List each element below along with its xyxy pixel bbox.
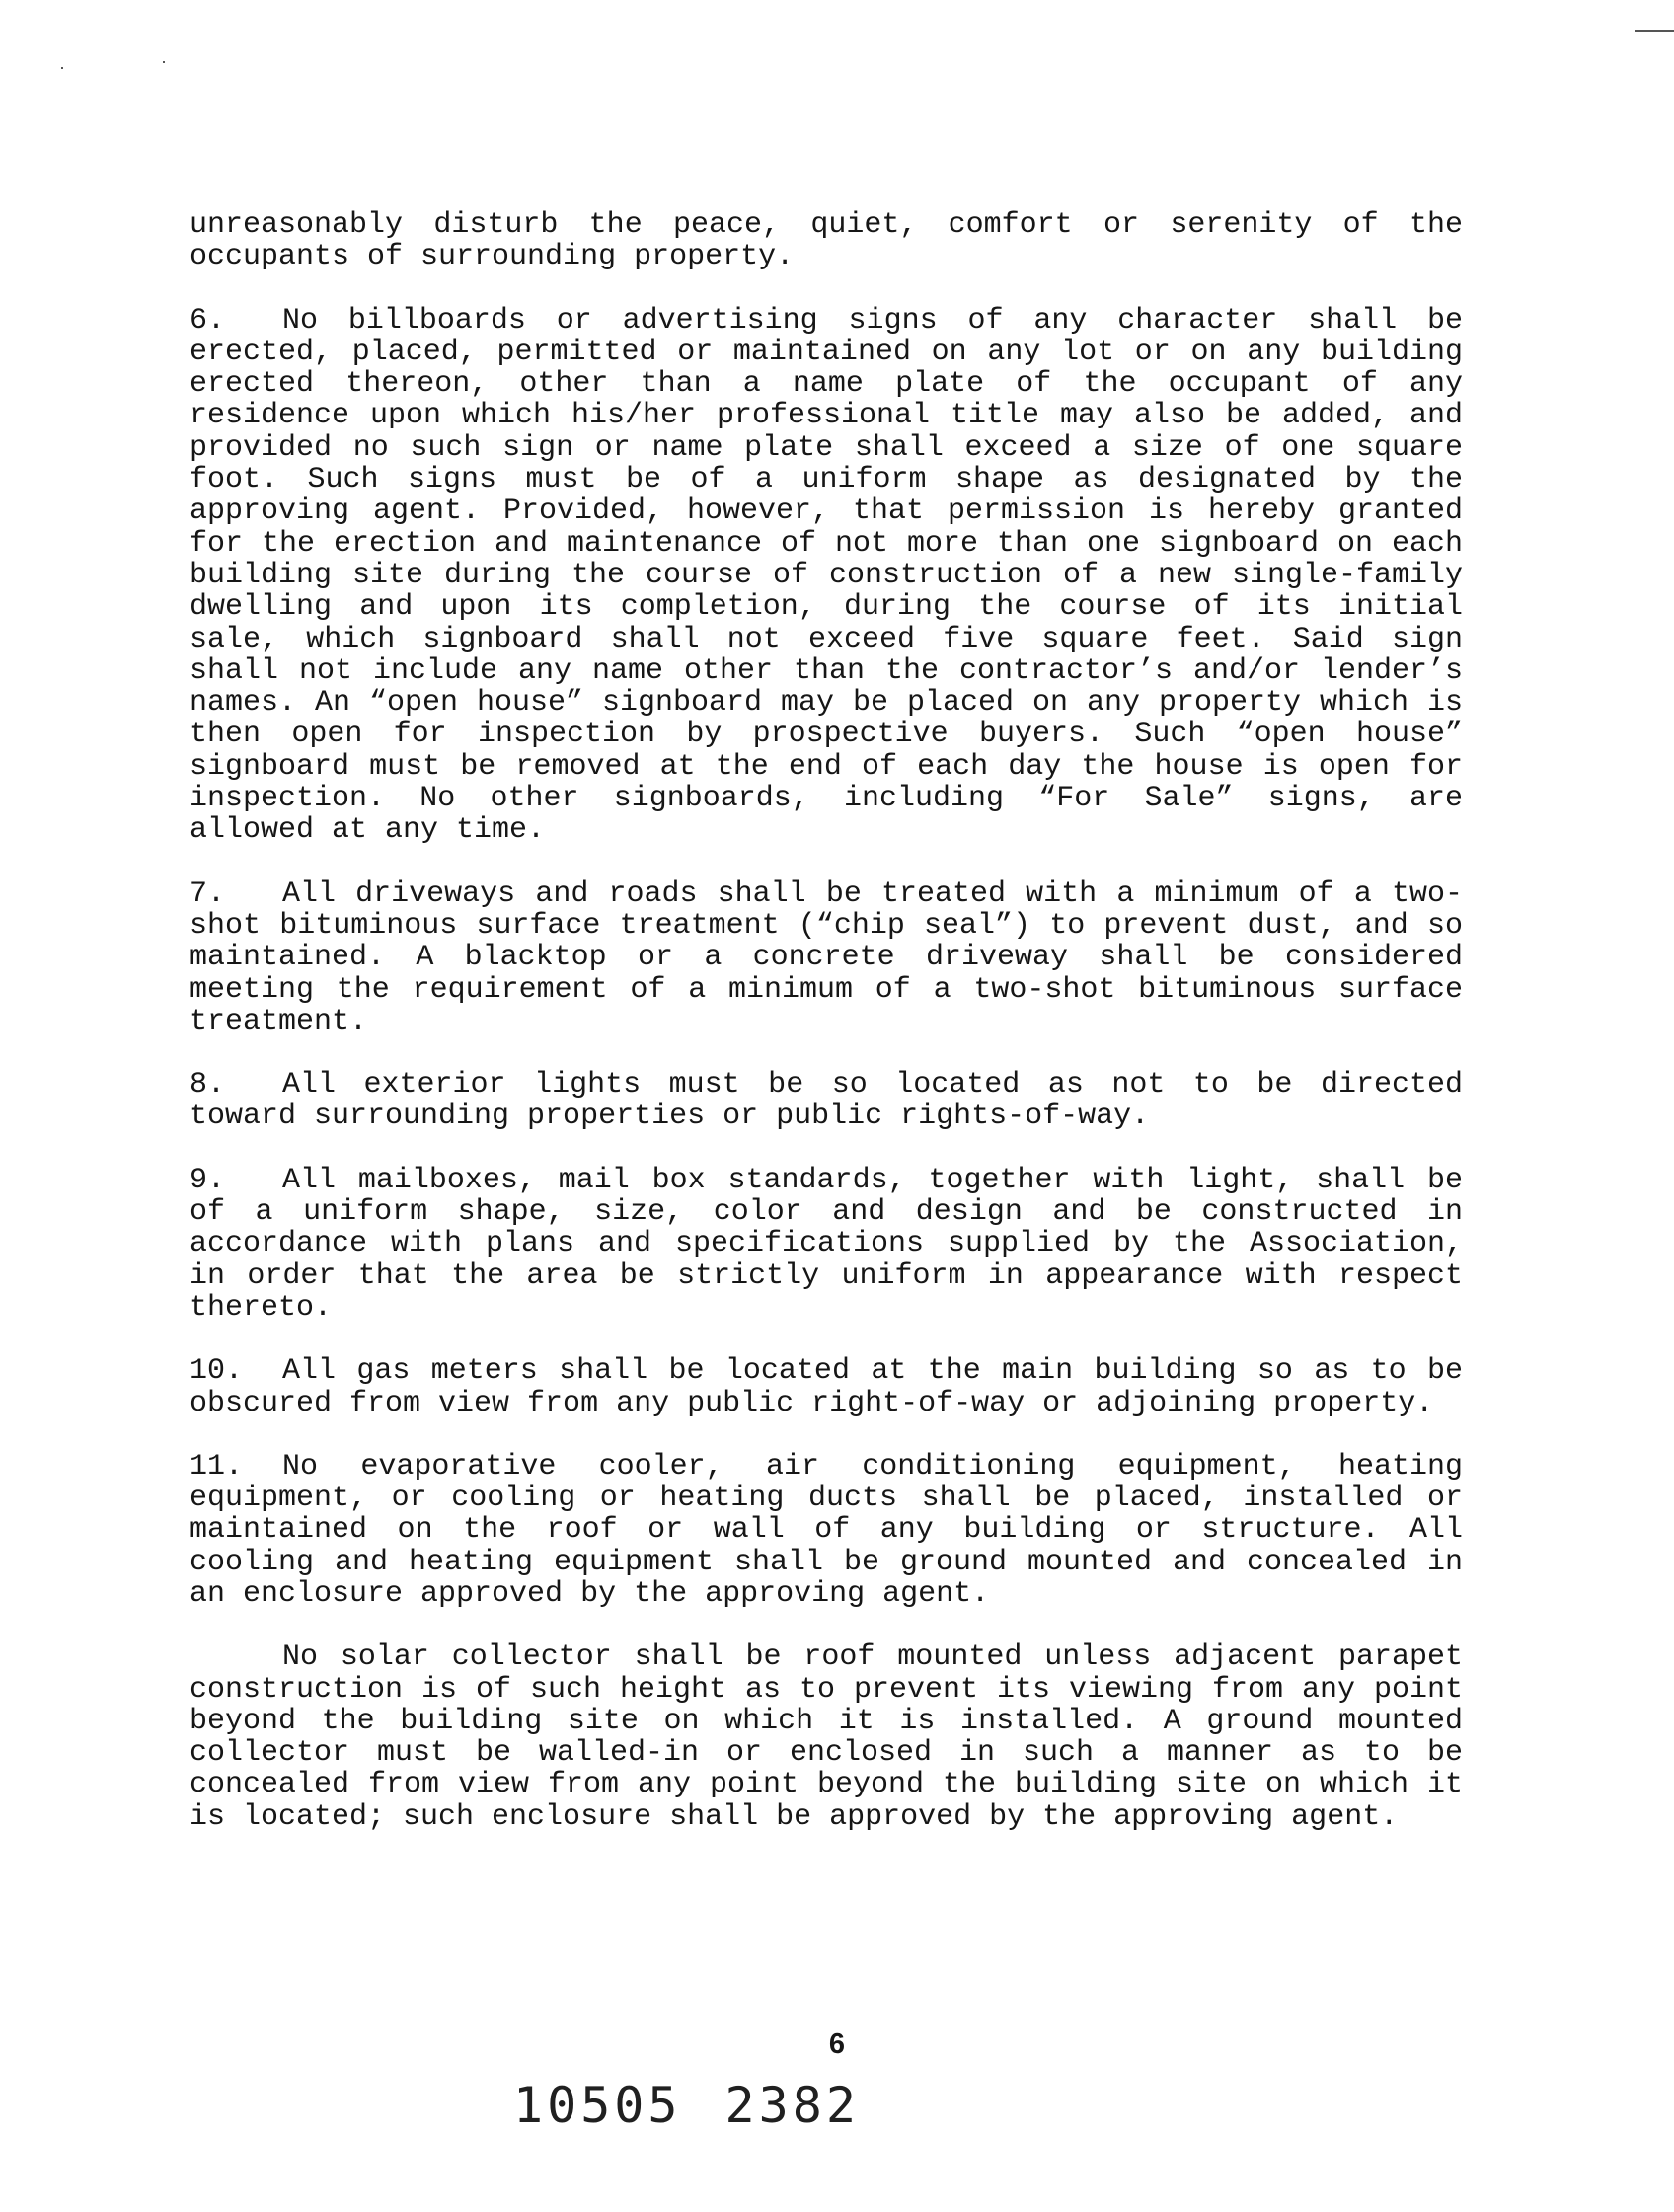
item-text: All exterior lights must be so located as not to be directed toward surrounding properties or public rights-of-way. bbox=[190, 1068, 1463, 1134]
document-body bbox=[190, 209, 1463, 1865]
solar-collector-paragraph: No solar collector shall be roof mounted unless adjacent parapet construction is of such height as to prevent its viewing from any point beyond the building site on which it is installed. A ground mounted collector must be walled-in or enclosed in such a manner as to be concealed from view from any point beyond the building site on which it is located; such enclosure shall be approved by the approving agent. bbox=[190, 1640, 1463, 1834]
item-number: 10. bbox=[190, 1354, 244, 1389]
item-text: All driveways and roads shall be treated with a minimum of a two-shot bituminous surface treatment (“chip seal”) to prevent dust, and so maintained. A blacktop or a concrete driveway shall be considered meeting the requirement of a minimum of a two-shot bituminous surface treatment. bbox=[190, 877, 1463, 1038]
covenant-item-8 bbox=[190, 1069, 1463, 1133]
record-book-number: 10505 bbox=[513, 2077, 682, 2134]
covenant-item-9 bbox=[190, 1165, 1463, 1324]
item-number: 11. bbox=[190, 1449, 244, 1484]
covenant-item-11 bbox=[190, 1451, 1463, 1610]
covenant-item-7 bbox=[190, 878, 1463, 1037]
page-number: 6 bbox=[828, 2028, 846, 2060]
scan-edge-mark bbox=[1635, 30, 1674, 32]
item-number: 7. bbox=[190, 877, 226, 911]
covenant-item-6 bbox=[190, 305, 1463, 847]
scan-speck bbox=[61, 67, 63, 69]
recording-reference bbox=[513, 2078, 860, 2133]
item-text: All mailboxes, mail box standards, together with light, shall be of a uniform shape, size, color and design and be constructed in accordance with plans and specifications supplied by the Association, in order that the area be strictly uniform in appearance with respect thereto. bbox=[190, 1163, 1463, 1325]
scan-speck bbox=[163, 61, 165, 63]
covenant-item-10 bbox=[190, 1355, 1463, 1419]
item-number: 6. bbox=[190, 303, 226, 338]
item-text: No billboards or advertising signs of any character shall be erected, placed, permitted or maintained on any lot or on any building erected thereon, other than a name plate of the occupant of any residence upon which his/her professional title may also be added, and provided no such sign or name plate shall exceed a size of one square foot. Such signs must be of a uniform shape as designated by the approving agent. Provided, however, that permission is hereby granted for the erection and maintenance of not more than one signboard on each building site during the course of construction of a new single-family dwelling and upon its completion, during the course of its initial sale, which signboard shall not exceed five square feet. Said sign shall not include any name other than the contractor’s and/or lender’s names. An “open house” signboard may be placed on any property which is then open for inspection by prospective buyers. Such “open house” signboard must be removed at the end of each day the house is open for inspection. No other signboards, including “For Sale” signs, are allowed at any time. bbox=[190, 303, 1463, 848]
item-number: 9. bbox=[190, 1163, 226, 1197]
item-text: All gas meters shall be located at the main building so as to be obscured from view from any public right-of-way or adjoining property. bbox=[190, 1354, 1463, 1420]
item-text: No evaporative cooler, air conditioning equipment, heating equipment, or cooling or heating ducts shall be placed, installed or maintained on the roof or wall of any building or structure. All cooling and heating equipment shall be ground mounted and concealed in an enclosure approved by the approving agent. bbox=[190, 1449, 1463, 1611]
record-page-number: 2382 bbox=[724, 2077, 860, 2134]
item-number: 8. bbox=[190, 1068, 226, 1103]
continued-paragraph: unreasonably disturb the peace, quiet, comfort or serenity of the occupants of surrounding property. bbox=[190, 208, 1463, 274]
